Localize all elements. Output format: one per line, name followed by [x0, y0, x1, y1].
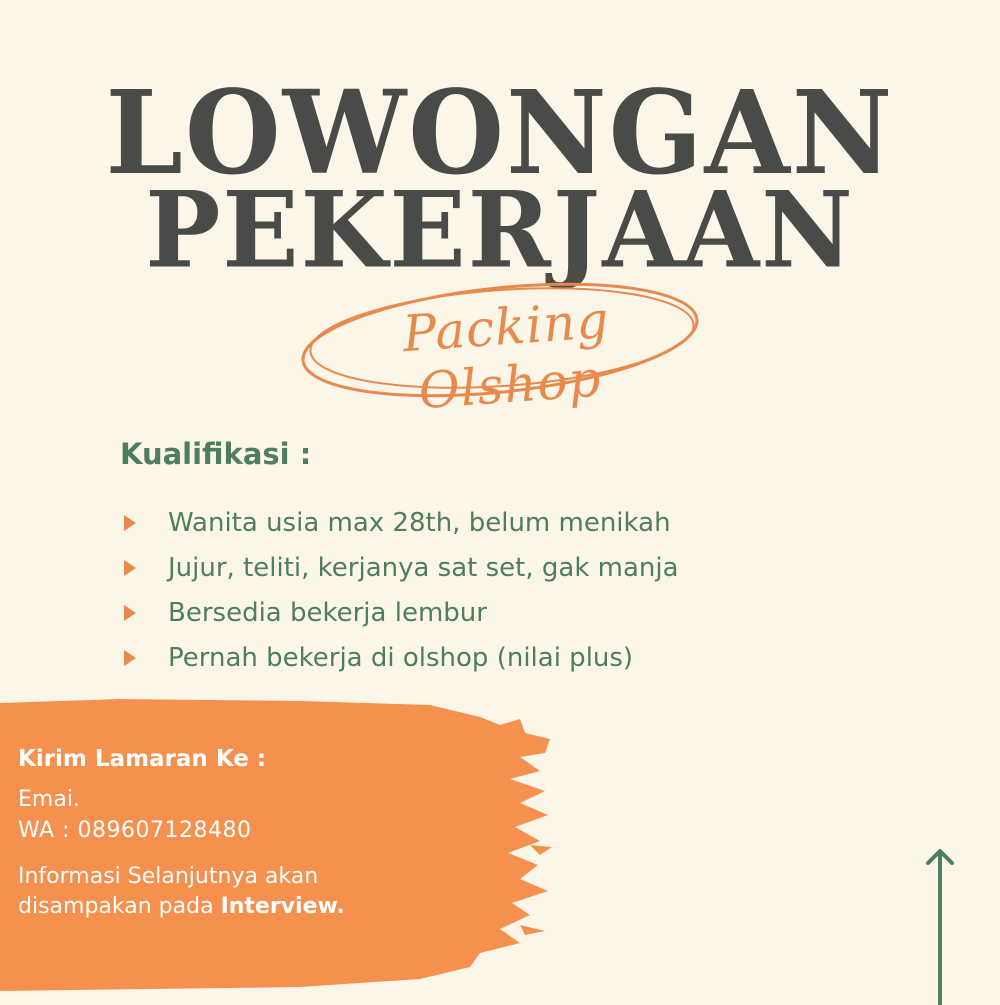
- title-line-1: LOWONGAN: [105, 64, 895, 201]
- list-item: [120, 635, 679, 680]
- list-item: [120, 545, 679, 590]
- qualification-text: Wanita usia max 28th, belum menikah: [168, 507, 671, 538]
- chevron-right-icon: [124, 650, 136, 666]
- info-line-1: Informasi Selanjutnya akan: [18, 864, 319, 889]
- subtitle-packing-olshop: Packing Olshop: [400, 290, 612, 421]
- qualification-text: Bersedia bekerja lembur: [168, 597, 487, 628]
- arrow-up-icon: [922, 845, 958, 1005]
- chevron-right-icon: [124, 515, 136, 531]
- info-bold: Interview.: [220, 894, 345, 919]
- contact-email: Emai.: [18, 787, 80, 812]
- chevron-right-icon: [124, 560, 136, 576]
- qualifications-heading: Kualifikasi :: [120, 437, 312, 471]
- qualification-text: Pernah bekerja di olshop (nilai plus): [168, 642, 634, 673]
- contact-heading: Kirim Lamaran Ke :: [18, 746, 267, 772]
- info-line-2: disampakan pada: [18, 894, 221, 919]
- brush-stroke-background: [0, 695, 560, 995]
- list-item: [120, 590, 679, 635]
- qualification-text: Jujur, teliti, kerjanya sat set, gak manja: [168, 552, 679, 583]
- title-line-2: PEKERJAAN: [145, 168, 855, 292]
- contact-whatsapp: WA : 089607128480: [18, 818, 252, 843]
- chevron-right-icon: [124, 605, 136, 621]
- list-item: [120, 500, 679, 545]
- qualifications-list: [120, 500, 679, 680]
- contact-info: [18, 862, 345, 922]
